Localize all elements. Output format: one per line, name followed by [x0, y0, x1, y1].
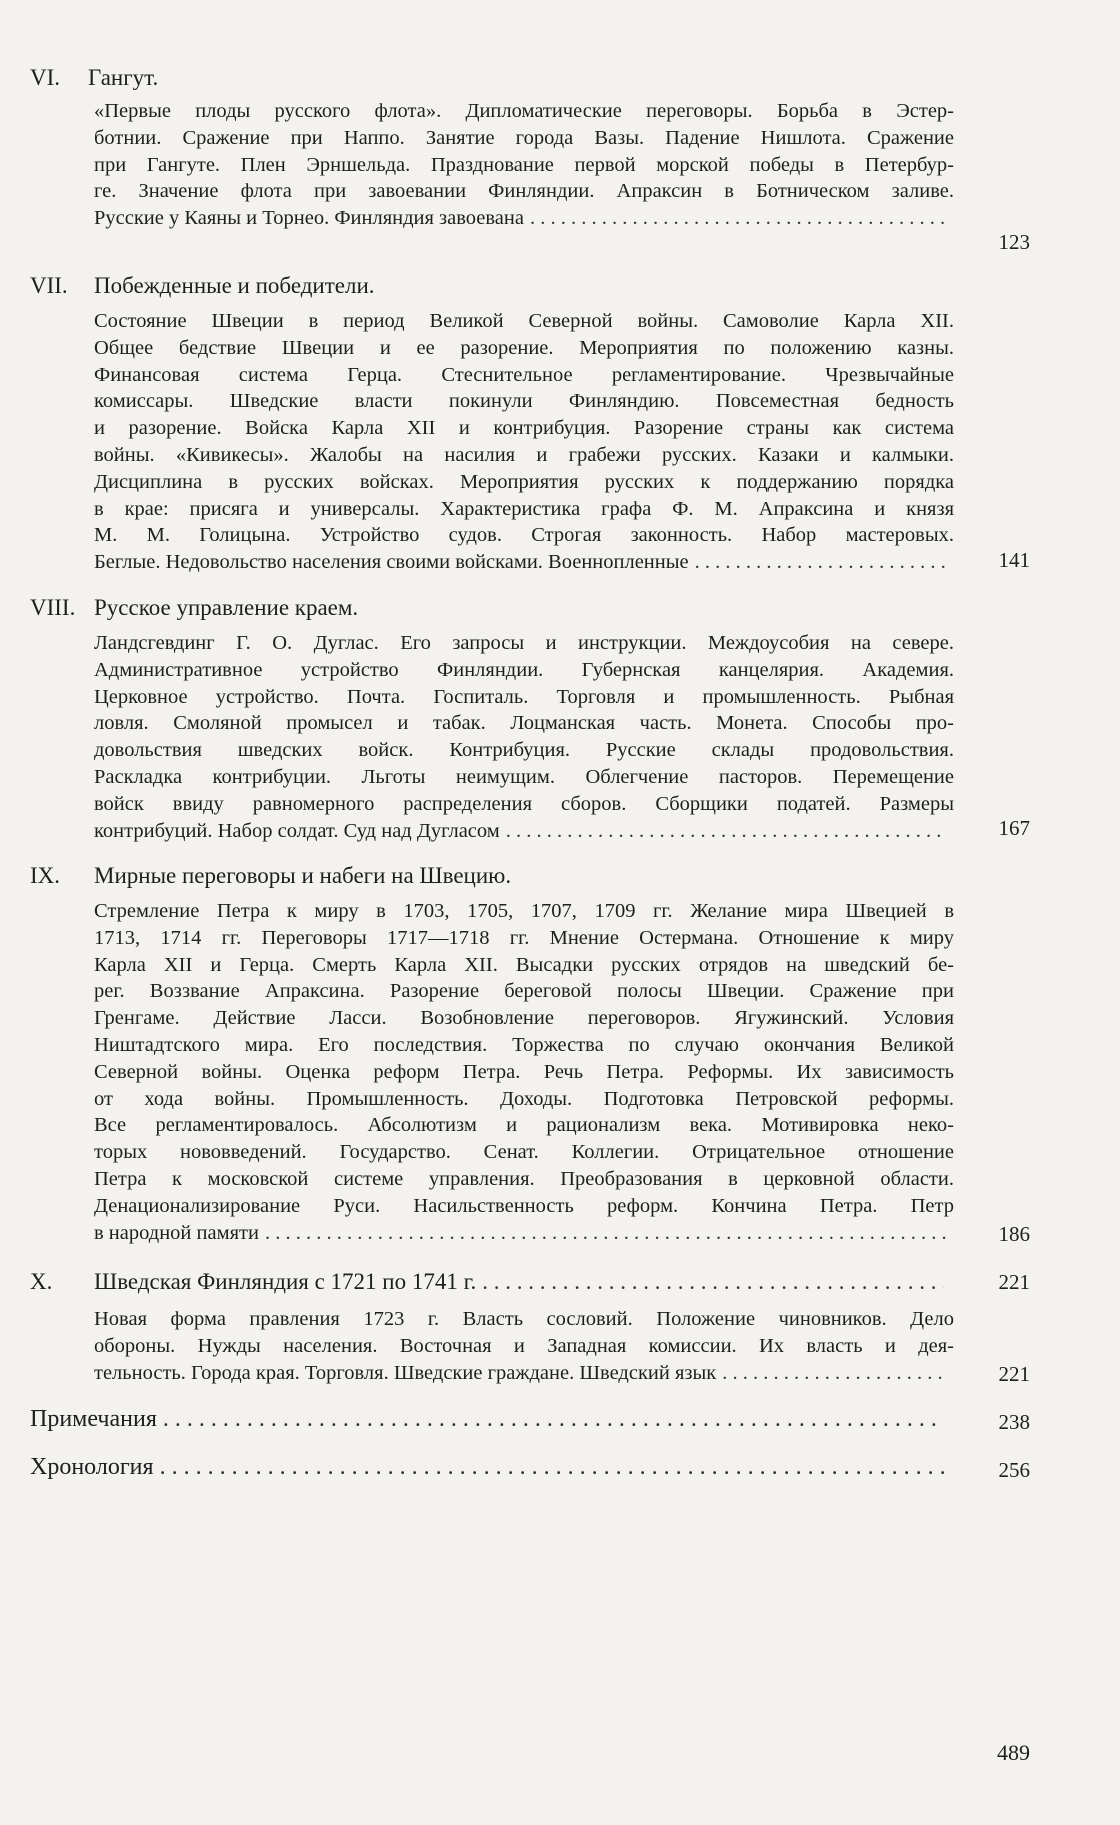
summary-line: рег. Воззвание Апраксина. Разорение береговой полосы Швеции. Сражение при: [94, 980, 954, 1003]
summary-line: Денационализирование Руси. Насильственность реформ. Кончина Петра. Петр: [94, 1194, 954, 1217]
page-ref: 221: [998, 1270, 1030, 1294]
dot-leader: [163, 1406, 944, 1433]
summary-line: 1713, 1714 гг. Переговоры 1717—1718 гг. Мнение Остермана. Отношение к миру: [94, 926, 954, 949]
summary-line: в крае: присяга и универсалы. Характеристика графа Ф. М. Апраксина и князя: [94, 497, 954, 520]
dot-leader: [695, 549, 948, 576]
chapter-title: Побежденные и победители.: [94, 273, 375, 298]
chapter-title: Шведская Финляндия с 1721 по 1741 г.: [94, 1269, 477, 1294]
summary-line: Дисциплина в русских войсках. Мероприятия русских к поддержанию порядка: [94, 470, 954, 493]
chapter-vii-heading: [30, 272, 375, 300]
chapter-vii-summary: [94, 308, 954, 576]
dot-leader: [722, 1360, 948, 1387]
page-ref: 123: [998, 230, 1030, 254]
chapter-viii-heading: [30, 594, 358, 622]
chapter-x-summary: [94, 1306, 954, 1386]
page-ref: 167: [998, 816, 1030, 840]
chapter-number: IX.: [30, 863, 61, 888]
summary-line: Северной войны. Оценка реформ Петра. Речь Петра. Реформы. Их зависимость: [94, 1060, 954, 1083]
summary-line: Гренгаме. Действие Ласси. Возобновление переговоров. Ягужинский. Условия: [94, 1007, 954, 1030]
dot-leader: [265, 1220, 948, 1247]
summary-line: Раскладка контрибуции. Льготы неимущим. Облегчение пасторов. Перемещение: [94, 765, 954, 788]
chapter-title: Мирные переговоры и набеги на Швецию.: [94, 863, 512, 888]
summary-line: Новая форма правления 1723 г. Власть сословий. Положение чиновников. Дело: [94, 1308, 954, 1330]
summary-line: и разорение. Войска Карла XII и контрибуция. Разорение страны как система: [94, 417, 954, 440]
chapter-x-heading: [30, 1268, 950, 1296]
summary-line: от хода войны. Промышленность. Доходы. Подготовка Петровской реформы.: [94, 1087, 954, 1110]
summary-line: Ландсгевдинг Г. О. Дуглас. Его запросы и инструкции. Междоусобия на севере.: [94, 632, 954, 654]
summary-line: Церковное устройство. Почта. Госпиталь. Торговля и промышленность. Рыбная: [94, 685, 954, 708]
chapter-number: VI.: [30, 65, 61, 90]
chapter-number: VIII.: [30, 595, 76, 620]
summary-line: войск ввиду равномерного распределения сборов. Сборщики податей. Размеры: [94, 792, 954, 815]
chapter-ix-heading: [30, 862, 511, 890]
page-ref: 186: [998, 1222, 1030, 1246]
summary-line: ге. Значение флота при завоевании Финляндии. Апраксин в Ботническом заливе.: [94, 180, 954, 203]
summary-line: ловля. Смоляной промысел и табак. Лоцманская часть. Монета. Способы про-: [94, 712, 954, 735]
summary-last-line: тельность. Города края. Торговля. Шведские граждане. Шведский язык . . .: [94, 1360, 954, 1387]
summary-line: торых нововведений. Государство. Сенат. Коллегии. Отрицательное отношение: [94, 1141, 954, 1164]
page-ref: 141: [998, 548, 1030, 572]
entry-title: Примечания: [30, 1406, 157, 1432]
toc-entry-chronology: [30, 1454, 950, 1481]
chapter-title: Русское управление краем.: [94, 595, 359, 620]
summary-line: Стремление Петра к миру в 1703, 1705, 1707, 1709 гг. Желание мира Швецией в: [94, 900, 954, 922]
summary-last-line: в народной памяти . . .: [94, 1220, 954, 1247]
dot-leader: [160, 1454, 944, 1481]
chapter-title: Гангут.: [88, 65, 159, 90]
summary-line: «Первые плоды русского флота». Дипломатические переговоры. Борьба в Эстер-: [94, 100, 954, 122]
chapter-vi-summary: [94, 98, 954, 232]
summary-line: Общее бедствие Швеции и ее разорение. Мероприятия по положению казны.: [94, 336, 954, 359]
page-ref: 256: [998, 1458, 1030, 1482]
entry-title: Хронология: [30, 1454, 154, 1480]
page-number: 489: [997, 1740, 1030, 1765]
summary-line: обороны. Нужды населения. Восточная и Западная комиссии. Их власть и дея-: [94, 1334, 954, 1357]
dot-leader: [506, 818, 948, 845]
summary-line: Карла XII и Герца. Смерть Карла XII. Высадки русских отрядов на шведский бе-: [94, 953, 954, 976]
summary-line: войны. «Кивикесы». Жалобы на насилия и грабежи русских. Казаки и калмыки.: [94, 443, 954, 466]
chapter-number: X.: [30, 1269, 53, 1294]
summary-last-line: Русские у Каяны и Торнео. Финляндия завоевана . . .: [94, 205, 954, 232]
dot-leader: [530, 205, 948, 232]
summary-last-line: контрибуций. Набор солдат. Суд над Дугласом . . .: [94, 818, 954, 845]
summary-line: Петра к московской системе управления. Преобразования в церковной области.: [94, 1167, 954, 1190]
summary-line: довольствия шведских войск. Контрибуция. Русские склады продовольствия.: [94, 739, 954, 762]
chapter-ix-summary: [94, 898, 954, 1246]
summary-line: Все регламентировалось. Абсолютизм и рационализм века. Мотивировка неко-: [94, 1114, 954, 1137]
summary-line: ботнии. Сражение при Наппо. Занятие города Вазы. Падение Нишлота. Сражение: [94, 126, 954, 149]
chapter-viii-summary: [94, 630, 954, 844]
summary-line: при Гангуте. Плен Эрншельда. Празднование первой морской победы в Петербур-: [94, 153, 954, 176]
summary-line: М. М. Голицына. Устройство судов. Строгая законность. Набор мастеровых.: [94, 524, 954, 547]
page-ref: 238: [998, 1410, 1030, 1434]
summary-line: Административное устройство Финляндии. Губернская канцелярия. Академия.: [94, 658, 954, 681]
page-ref: 221: [998, 1362, 1030, 1386]
dot-leader: [482, 1268, 944, 1296]
summary-line: Финансовая система Герца. Стеснительное регламентирование. Чрезвычайные: [94, 363, 954, 386]
summary-line: комиссары. Шведские власти покинули Финляндию. Повсеместная бедность: [94, 390, 954, 413]
chapter-vi-heading: [30, 64, 158, 92]
toc-entry-notes: [30, 1406, 950, 1433]
summary-line: Состояние Швеции в период Великой Северной войны. Самоволие Карла XII.: [94, 310, 954, 332]
chapter-number: VII.: [30, 273, 68, 298]
summary-line: Ништадтского мира. Его последствия. Торжества по случаю окончания Великой: [94, 1033, 954, 1056]
summary-last-line: Беглые. Недовольство населения своими войсками. Военнопленные . . .: [94, 549, 954, 576]
